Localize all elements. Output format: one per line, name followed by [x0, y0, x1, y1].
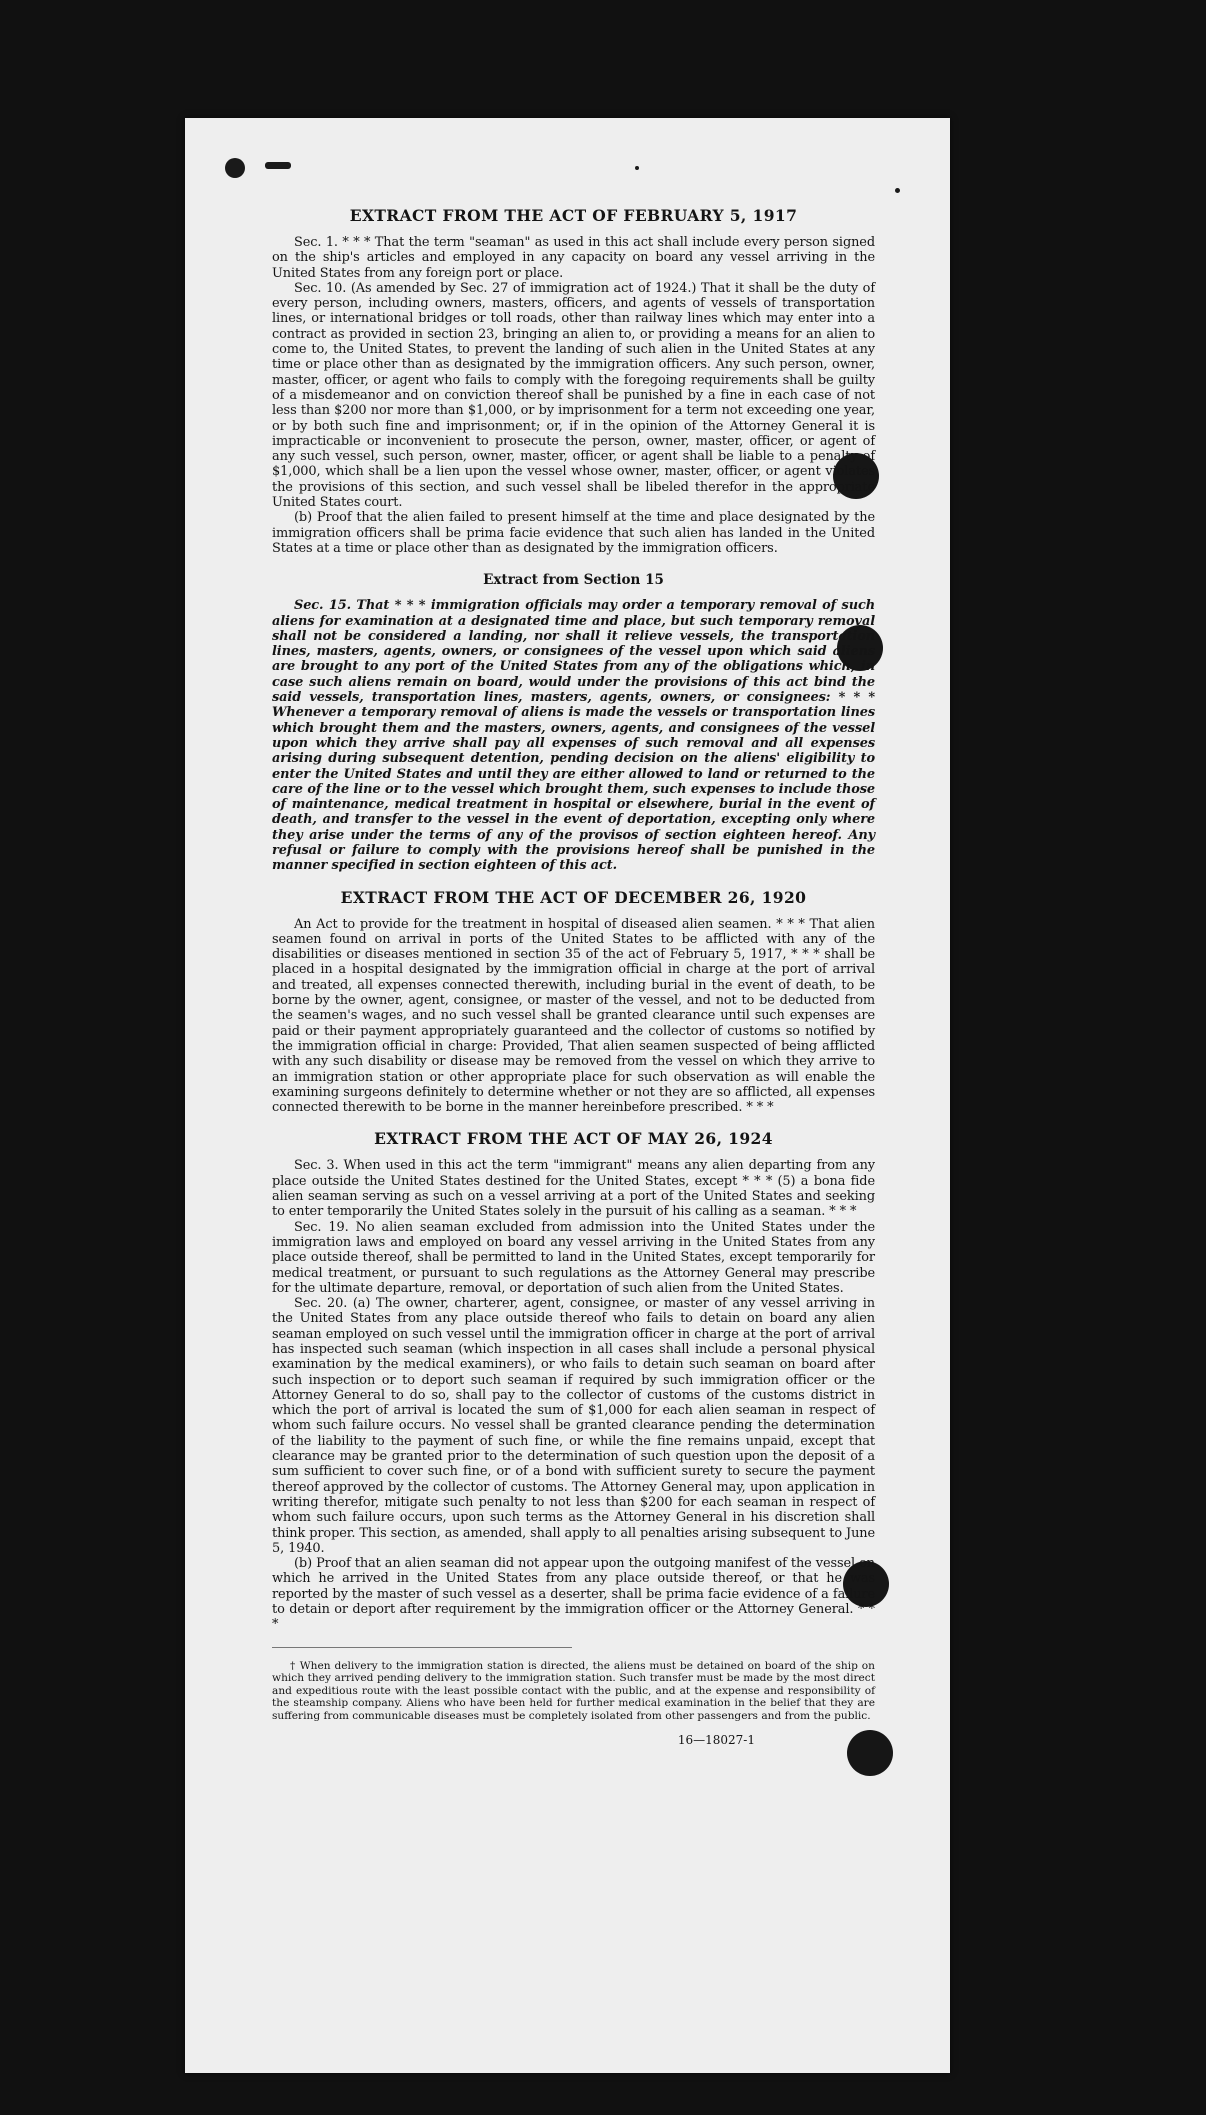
footnote: † When delivery to the immigration station is directed, the aliens must be detained on board of the ship on which they arrived pending delivery to the immigration station. Such transfer must be made by the most direct and expeditious route with the least possible contact with the public, and at the expense and responsibility of the steamship company. Aliens who have been held for further medical examination in the belief that they are suffering from communicable diseases must be completely isolated from other passengers and from the public. [272, 1659, 875, 1723]
section-1-paragraph: Sec. 1. * * * That the term "seaman" as used in this act shall include every person signed on the ship's articles and employed in any capacity on board any vessel arriving in the United States from any foreign port or place. [272, 235, 875, 281]
ink-blot [225, 158, 245, 178]
section-20-paragraph: Sec. 20. (a) The owner, charterer, agent, consignee, or master of any vessel arriving in the United States from any place outside thereof who fails to detain on board any alien seaman employed on such vessel until the immigration officer in charge at the port of arrival has inspected such seaman (which inspection in all cases shall include a personal physical examination by the medical examiners), or who fails to detain such seaman on board after such inspection or to deport such seaman if required by such immigration officer or the Attorney General to do so, shall pay to the collector of customs of the customs district in which the port of arrival is located the sum of $1,000 for each alien seaman in respect of whom such failure occurs. No vessel shall be granted clearance pending the determination of the liability to the payment of such fine, or while the fine remains unpaid, except that clearance may be granted prior to the determination of such question upon the deposit of a sum sufficient to cover such fine, or of a bond with sufficient surety to secure the payment thereof approved by the collector of customs. The Attorney General may, upon application in writing therefor, mitigate such penalty to not less than $200 for each seaman in respect of whom such failure occurs, upon such terms as the Attorney General in his discretion shall think proper. This section, as amended, shall apply to all penalties arising subsequent to June 5, 1940. [272, 1296, 875, 1556]
heading-act-1924: EXTRACT FROM THE ACT OF MAY 26, 1924 [374, 1129, 773, 1149]
act-1920-paragraph: An Act to provide for the treatment in hospital of diseased alien seamen. * * * That alien seamen found on arrival in ports of the United States to be afflicted with any of the disabilities or diseases mentioned in section 35 of the act of February 5, 1917, * * * shall be placed in a hospital designated by the immigration official in charge at the port of arrival and treated, all expenses connected therewith, including burial in the event of death, to be borne by the owner, agent, consignee, or master of the vessel, and not to be deducted from the seamen's wages, and no such vessel shall be granted clearance until such expenses are paid or their payment appropriately guaranteed and the collector of customs so notified by the immigration official in charge: Provided, That alien seamen suspected of being afflicted with any such disability or disease may be removed from the vessel on which they arrive to an immigration station or other appropriate place for such observation as will enable the examining surgeons definitely to determine whether or not they are so afflicted, all expenses connected therewith to be borne in the manner hereinbefore prescribed. * * * [272, 916, 875, 1116]
ink-dot [895, 188, 900, 193]
section-20-b-paragraph: (b) Proof that an alien seaman did not appear upon the outgoing manifest of the vessel on which he arrived in the United States from any place outside thereof, or that he was reported by the master of such vessel as a deserter, shall be prima facie evidence of a failure to detain or deport after requirement by the immigration officer or the Attorney General. * * * [272, 1556, 875, 1633]
footnote-rule [272, 1647, 572, 1654]
subheading-section-15: Extract from Section 15 [483, 572, 664, 589]
section-10-paragraph: Sec. 10. (As amended by Sec. 27 of immigration act of 1924.) That it shall be the duty of every person, including owners, masters, officers, and agents of vessels of transportation lines, or international bridges or toll roads, other than railway lines which may enter into a contract as provided in section 23, bringing an alien to, or providing a means for an alien to come to, the United States, to prevent the landing of such alien in the United States at any time or place other than as designated by the immigration officers. Any such person, owner, master, officer, or agent who fails to comply with the foregoing requirements shall be guilty of a misdemeanor and on conviction thereof shall be punished by a fine in each case of not less than $200 nor more than $1,000, or by imprisonment for a term not exceeding one year, or by both such fine and imprisonment; or, if in the opinion of the Attorney General it is impracticable or inconvenient to prosecute the person, owner, master, officer, or agent of any such vessel, such person, owner, master, officer, or agent shall be liable to a penalty of $1,000, which shall be a lien upon the vessel whose owner, master, officer, or agent violates the provisions of this section, and such vessel shall be libeled therefor in the appropriate United States court. [272, 280, 875, 511]
heading-act-1920: EXTRACT FROM THE ACT OF DECEMBER 26, 1920 [340, 887, 807, 907]
section-19-paragraph: Sec. 19. No alien seaman excluded from admission into the United States under the immigration laws and employed on board any vessel arriving in the United States from any place outside thereof, shall be permitted to land in the United States, except temporarily for medical treatment, or pursuant to such regulations as the Attorney General may prescribe for the ultimate departure, removal, or deportation of such alien from the United States. [272, 1219, 875, 1296]
section-3-paragraph: Sec. 3. When used in this act the term "immigrant" means any alien departing from any place outside the United States destined for the United States, except * * * (5) a bona fide alien seaman serving as such on a vessel arriving at a port of the United States and seeking to enter temporarily the United States solely in the pursuit of his calling as a seaman. * * * [272, 1158, 875, 1220]
section-15-paragraph: Sec. 15. That * * * immigration officials may order a temporary removal of such aliens for examination at a designated time and place, but such temporary removal shall not be considered a landing, nor shall it relieve vessels, the transportation lines, masters, agents, owners, or consignees of the vessel upon which said aliens are brought to any port of the United States from any of the obligations which, in case such aliens remain on board, would under the provisions of this act bind the said vessels, transportation lines, masters, agents, owners, or consignees: * * * Whenever a temporary removal of aliens is made the vessels or transportation lines which brought them and the masters, owners, agents, and consignees of the vessel upon which they arrive shall pay all expenses of such removal and all expenses arising during subsequent detention, pending decision on the aliens' eligibility to enter the United States and until they are either allowed to land or returned to the care of the line or to the vessel which brought them, such expenses to include those of maintenance, medical treatment in hospital or elsewhere, burial in the event of death, and transfer to the vessel in the event of deportation, excepting only where they arise under the terms of any of the provisos of section eighteen hereof. Any refusal or failure to comply with the provisions hereof shall be punished in the manner specified in section eighteen of this act. [272, 598, 875, 874]
document-page [185, 118, 950, 2073]
ink-mark [265, 162, 291, 169]
section-10-b-paragraph: (b) Proof that the alien failed to present himself at the time and place designated by the immigration officers shall be prima facie evidence that such alien has landed in the United States at a time or place other than as designated by the immigration officers. [272, 510, 875, 556]
heading-act-1917: EXTRACT FROM THE ACT OF FEBRUARY 5, 1917 [349, 206, 798, 225]
document-body [272, 206, 875, 1747]
ink-dot [635, 166, 639, 170]
form-number: 16—18027-1 [677, 1732, 755, 1747]
